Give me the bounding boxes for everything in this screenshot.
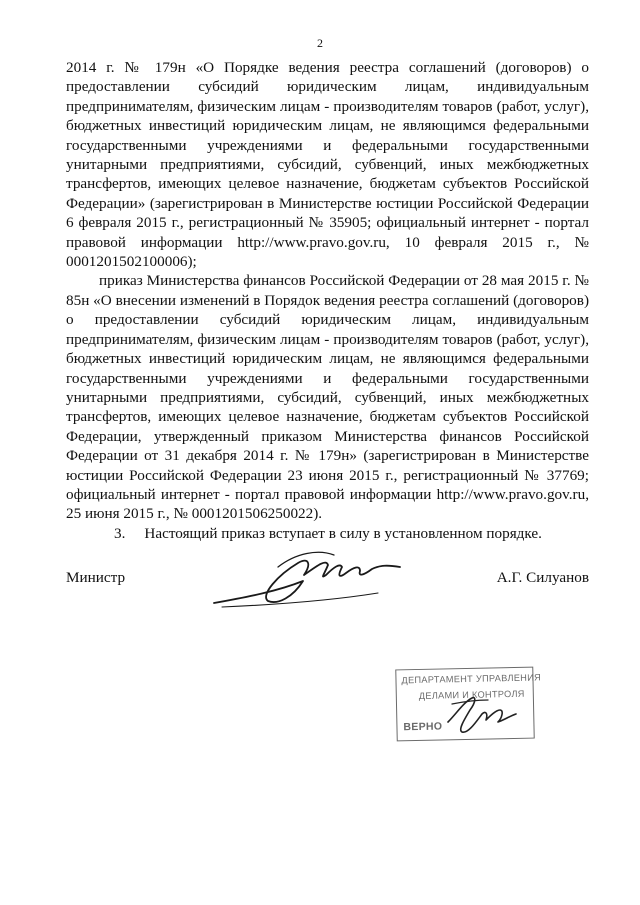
signatory-name: А.Г. Силуанов (496, 569, 589, 586)
document-body (66, 58, 589, 543)
page-number: 2 (317, 36, 323, 50)
stamp-line-department: ДЕПАРТАМЕНТ УПРАВЛЕНИЯ (401, 672, 542, 686)
stamp-verno-label: ВЕРНО (403, 720, 443, 734)
paragraph-continuation: 2014 г. № 179н «О Порядке ведения реестра соглашений (договоров) о предоставлении субсидий юридическим лицам, индивидуальным предпринимателям, физическим лицам - производителям товаров (работ, услуг), бюджетных инвестиций юридическим лицам, не являющимся федеральными государственными учреждениями и федеральными государственными унитарными предприятиями, субсидий, субвенций, иных межбюджетных трансфертов, имеющих целевое назначение, бюджетам субъектов Российской Федерации» (зарегистрирован в Министерстве юстиции Российской Федерации 6 февраля 2015 г., регистрационный № 35905; официальный интернет - портал правовой информации http://www.pravo.gov.ru, 10 февраля 2015 г., № 0001201502100006); (66, 59, 589, 271)
paragraph-order-85n: приказ Министерства финансов Российской Федерации от 28 мая 2015 г. № 85н «О внесении изменений в Порядок ведения реестра соглашений (договоров) о предоставлении субсидий юридическим лицам, индивидуальным предпринимателям, физическим лицам - производителям товаров (работ, услуг), бюджетных инвестиций юридическим лицам, не являющимся федеральными государственными учреждениями и федеральными государственными унитарными предприятиями, субсидий, субвенций, иных межбюджетных трансфертов, имеющих целевое назначение, бюджетам субъектов Российской Федерации, утвержденный приказом Министерства финансов Российской Федерации от 31 декабря 2014 г. № 179н» (зарегистрирован в Министерстве юстиции Российской Федерации 23 июня 2015 г., регистрационный № 37769; официальный интернет - портал правовой информации http://www.pravo.gov.ru, 25 июня 2015 г., № 0001201506250022). (66, 272, 589, 523)
stamp-signature (442, 692, 522, 738)
paragraph-point-3: 3. Настоящий приказ вступает в силу в установленном порядке. (114, 524, 542, 542)
stamp-line-control: ДЕЛАМИ И КОНТРОЛЯ (418, 688, 525, 701)
signatory-title: Министр (66, 569, 126, 586)
handwritten-signature (208, 545, 408, 617)
